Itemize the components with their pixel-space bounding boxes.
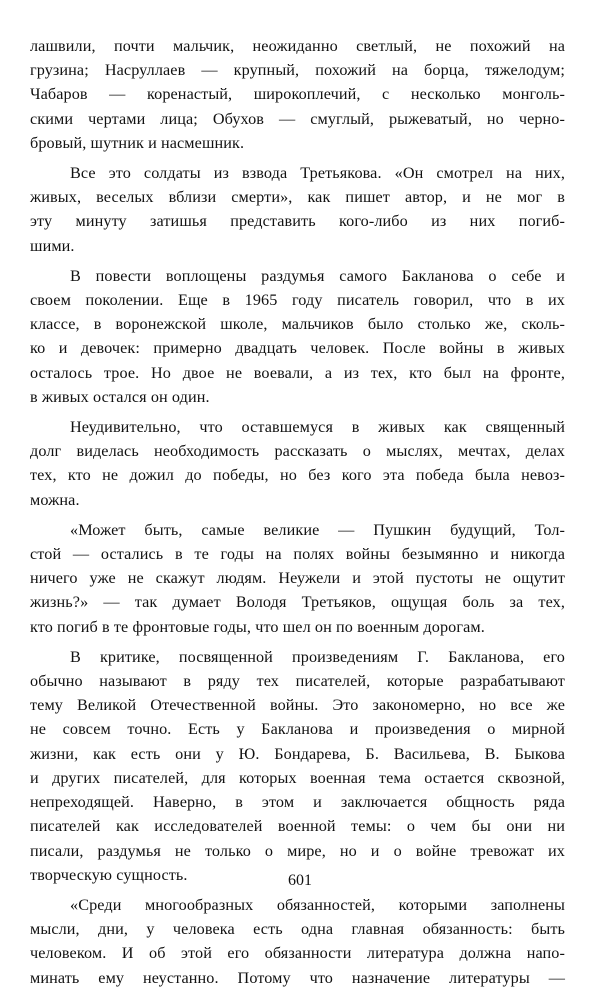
text-line: «Может быть, самые великие — Пушкин будущий, Тол- (70, 520, 565, 539)
text-line: жизни, как есть они у Ю. Бондарева, Б. Васильева, В. Быкова (30, 744, 565, 763)
text-line: «Среди многообразных обязанностей, которыми заполнены (70, 895, 565, 914)
text-line: в живых остался он один. (30, 387, 210, 406)
text-line: В повести воплощены раздумья самого Бакланова о себе и (70, 266, 565, 285)
page-number: 601 (288, 872, 312, 889)
paragraph (30, 161, 565, 258)
text-line: осталось трое. Но двое не воевали, а из тех, кто был на фронте, (30, 363, 565, 382)
text-line: Все это солдаты из взвода Третьякова. «Он смотрел на них, (70, 164, 565, 183)
text-line: человеком. И об этой его обязанности литература должна напо- (30, 944, 565, 963)
text-line: писали, раздумья не только о мире, но и о войне тревожат их (30, 841, 565, 860)
text-line: писателей как исследователей военной темы: о чем бы они ни (30, 817, 565, 836)
paragraph (30, 518, 565, 639)
text-line: стой — остались в те годы на полях войны безымянно и никогда (30, 545, 565, 564)
text-line: ко и девочек: примерно двадцать человек. После войны в живых (30, 339, 565, 358)
text-line: ничего уже не скажут людям. Неужели и этой пустоты не ощутит (30, 569, 565, 588)
text-line: и других писателей, для которых военная тема остается сквозной, (30, 768, 565, 787)
text-line: обычно называют в ряду тех писателей, которые разрабатывают (30, 672, 565, 691)
text-line: Неудивительно, что оставшемуся в живых как священный (70, 418, 565, 437)
text-line: грузина; Насруллаев — крупный, похожий на борца, тяжелодум; (30, 61, 565, 80)
paragraph (30, 415, 565, 512)
text-line: бровый, шутник и насмешник. (30, 133, 245, 152)
text-line: можна. (30, 490, 80, 509)
text-line: долг виделась необходимость рассказать о мыслях, мечтах, делах (30, 442, 565, 461)
text-line: живых, веселых вблизи смерти», как пишет автор, и не мог в (30, 188, 565, 207)
paragraph (30, 893, 565, 990)
text-line: непреходящей. Наверно, в этом и заключается общность ряда (30, 793, 565, 812)
text-line: мысли, дни, у человека есть одна главная обязанность: быть (30, 920, 565, 939)
text-line: шими. (30, 236, 75, 255)
text-line: не совсем точно. Есть у Бакланова и произведения о мирной (30, 720, 565, 739)
paragraph (30, 264, 565, 409)
text-line: кто погиб в те фронтовые годы, что шел он по военным дорогам. (30, 617, 485, 636)
text-line: лашвили, почти мальчик, неожиданно светлый, не похожий на (30, 37, 565, 55)
text-line: В критике, посвященной произведениям Г. Бакланова, его (70, 647, 565, 666)
text-line: Чабаров — коренастый, широкоплечий, с несколько монголь- (30, 85, 565, 104)
paragraph (30, 34, 565, 155)
text-line: эту минуту затишья представить кого-либо из них погиб- (30, 212, 565, 231)
text-line: тему Великой Отечественной войны. Это закономерно, но все же (30, 696, 565, 715)
text-line: скими чертами лица; Обухов — смуглый, рыжеватый, но черно- (30, 109, 565, 128)
text-line: своем поколении. Еще в 1965 году писатель говорил, что в их (30, 291, 565, 310)
text-line: тех, кто не дожил до победы, но без кого эта победа была невоз- (30, 466, 565, 485)
paragraph (30, 645, 565, 887)
body-text (30, 34, 565, 996)
text-line: минать ему неустанно. Потому что назначение литературы — (30, 968, 565, 987)
text-line: творческую сущность. (30, 865, 188, 884)
text-line: классе, в воронежской школе, мальчиков было столько же, сколь- (30, 315, 565, 334)
text-line: жизнь?» — так думает Володя Третьяков, ощущая боль за тех, (30, 593, 565, 612)
